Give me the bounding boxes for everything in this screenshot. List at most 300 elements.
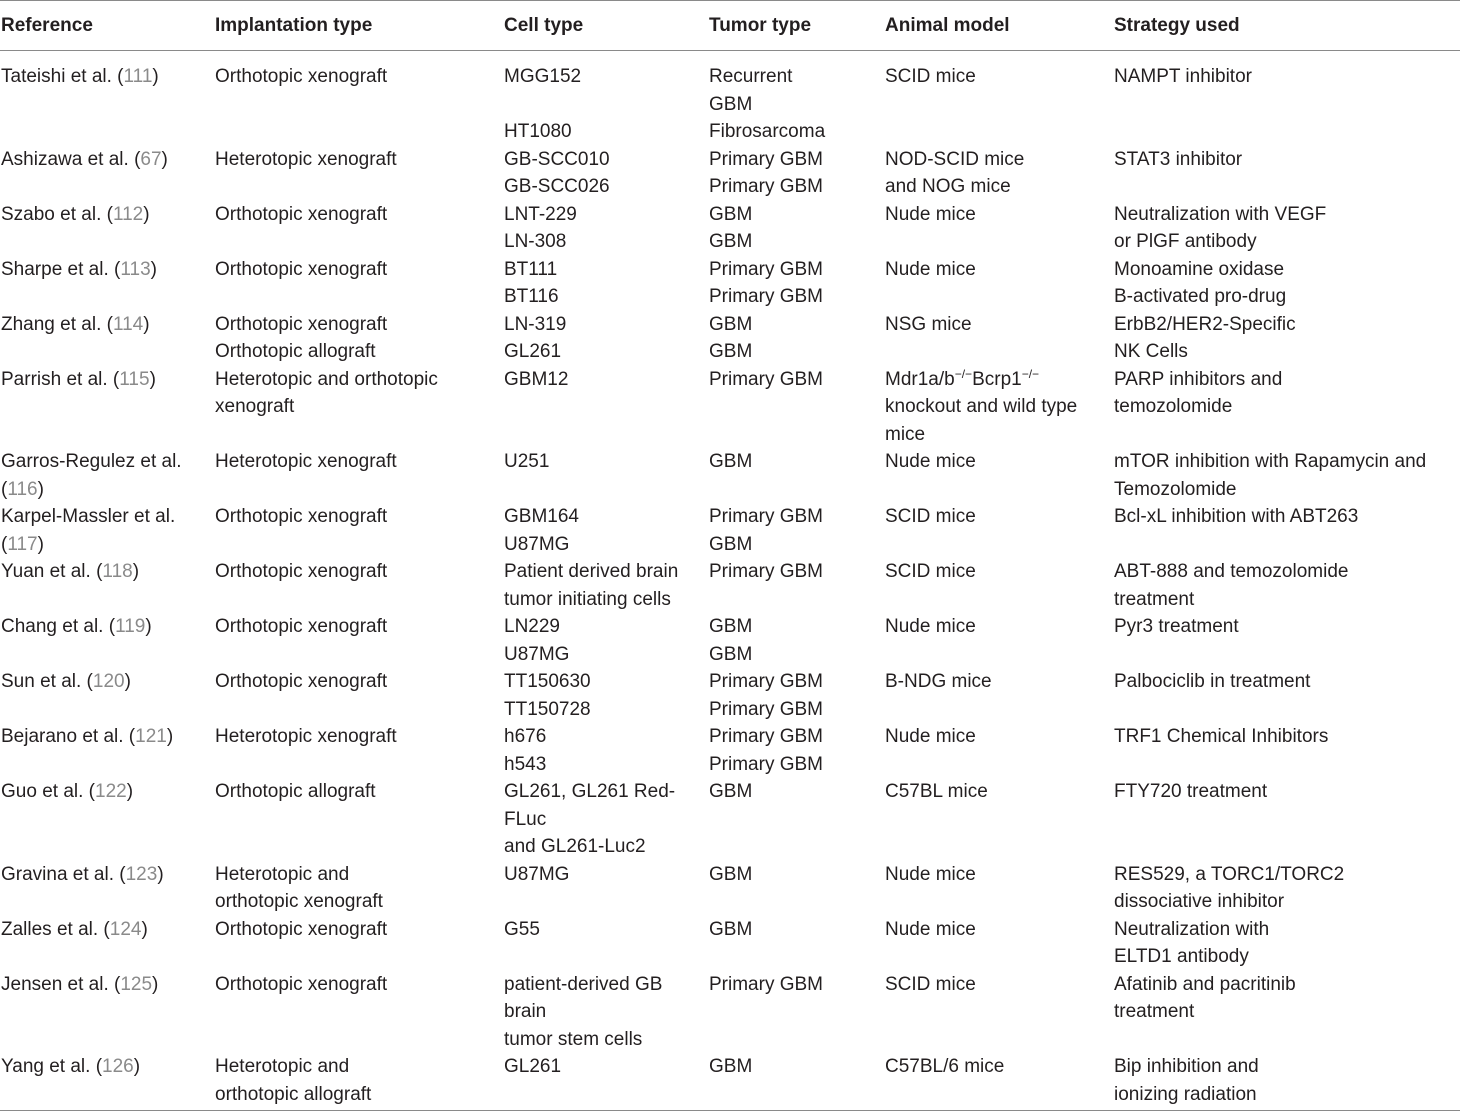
citation-link[interactable]: 126: [102, 1056, 134, 1077]
citation-link[interactable]: 114: [112, 313, 144, 335]
citation-link[interactable]: 123: [125, 863, 158, 885]
cell-animal-model: [884, 311, 1113, 366]
cell-type-line: U87MG: [504, 533, 570, 555]
header-tumor-type: Tumor type: [708, 1, 884, 51]
tumor-type-line: GBM: [709, 1056, 753, 1077]
implantation-line: Heterotopic xenograft: [215, 726, 397, 747]
reference-close: ): [152, 66, 159, 87]
cell-cell-type: [503, 503, 708, 558]
implantation-line: Heterotopic xenograft: [215, 148, 397, 170]
implantation-line: Heterotopic and: [215, 863, 350, 885]
tumor-type-line: GBM: [709, 616, 753, 637]
cell-tumor-type: [708, 971, 884, 1054]
animal-model-line: Nude mice: [885, 203, 976, 225]
animal-model-line: SCID mice: [885, 973, 976, 995]
cell-strategy-used: [1113, 503, 1460, 558]
cell-reference: [0, 51, 214, 146]
cell-strategy-used: [1113, 201, 1460, 256]
header-reference: Reference: [0, 1, 214, 51]
reference-line: [1, 971, 208, 999]
tumor-type-line: GBM: [709, 533, 753, 555]
cell-animal-model: [884, 613, 1113, 668]
strategy-line: Palbociclib in treatment: [1114, 671, 1311, 692]
tumor-type-line: GBM: [709, 918, 753, 940]
citation-link[interactable]: 117: [7, 533, 38, 555]
reference-line: [1, 256, 208, 284]
cell-strategy-used: [1113, 558, 1460, 613]
cell-strategy-used: [1113, 311, 1460, 366]
cell-implantation-type: [214, 1053, 503, 1111]
animal-model-line: NSG mice: [885, 313, 972, 335]
header-cell-type: Cell type: [503, 1, 708, 51]
strategy-line: temozolomide: [1114, 396, 1233, 417]
reference-line: [1, 311, 208, 339]
table-row: [0, 311, 1460, 366]
cell-strategy-used: [1113, 1053, 1460, 1111]
cell-animal-model: [884, 1053, 1113, 1111]
cell-cell-type: [503, 366, 708, 449]
implantation-line: orthotopic xenograft: [215, 891, 383, 912]
cell-type-line: brain: [504, 1001, 547, 1022]
cell-reference: [0, 146, 214, 201]
cell-type-line: FLuc: [504, 808, 547, 830]
tumor-type-line: GBM: [709, 643, 753, 665]
cell-type-line: LN-319: [504, 313, 567, 335]
reference-close: ): [166, 726, 174, 747]
reference-line: [1, 366, 208, 394]
cell-reference: [0, 448, 214, 503]
reference-line: [1, 613, 208, 641]
citation-link[interactable]: 124: [109, 918, 142, 940]
tumor-type-line: Primary GBM: [709, 148, 823, 170]
cell-reference: [0, 668, 214, 723]
implantation-line: Orthotopic xenograft: [215, 918, 388, 940]
cell-tumor-type: [708, 778, 884, 861]
table-row: [0, 778, 1460, 861]
cell-implantation-type: [214, 146, 503, 201]
cell-implantation-type: [214, 668, 503, 723]
cell-type-line: BT116: [504, 286, 559, 307]
cell-animal-model: [884, 861, 1113, 916]
cell-type-line: h543: [504, 753, 547, 775]
implantation-line: xenograft: [215, 396, 295, 417]
citation-link[interactable]: 120: [92, 671, 125, 692]
cell-implantation-type: [214, 723, 503, 778]
cell-type-line: MGG152: [504, 66, 582, 87]
reference-line: [1, 63, 208, 91]
reference-author: Zhang et al. (: [1, 313, 113, 335]
cell-animal-model: [884, 668, 1113, 723]
cell-reference: [0, 916, 214, 971]
cell-type-line: U87MG: [504, 863, 570, 885]
strategy-line: Neutralization with VEGF: [1114, 203, 1327, 225]
reference-close: ): [157, 863, 164, 885]
cell-tumor-type: [708, 51, 884, 146]
reference-author: (: [1, 478, 8, 500]
reference-author: Parrish et al. (: [1, 368, 120, 390]
cell-cell-type: [503, 256, 708, 311]
header-strategy-used: Strategy used: [1113, 1, 1460, 51]
cell-tumor-type: [708, 613, 884, 668]
strategy-line: Bcl-xL inhibition with ABT263: [1114, 506, 1359, 527]
tumor-type-line: Primary GBM: [709, 671, 823, 692]
cell-animal-model: [884, 256, 1113, 311]
strategy-line: mTOR inhibition with Rapamycin and: [1114, 451, 1427, 472]
cell-cell-type: [503, 146, 708, 201]
reference-author: Yuan et al. (: [1, 561, 103, 582]
cell-implantation-type: [214, 503, 503, 558]
implantation-line: Heterotopic and orthotopic: [215, 368, 438, 390]
strategy-line: NK Cells: [1114, 341, 1188, 362]
cell-type-line: tumor initiating cells: [504, 588, 671, 610]
reference-line: [1, 448, 208, 476]
table-row: [0, 201, 1460, 256]
table-row: [0, 146, 1460, 201]
cell-animal-model: [884, 146, 1113, 201]
header-row: [0, 1, 1460, 51]
reference-author: (: [1, 533, 8, 555]
cell-implantation-type: [214, 778, 503, 861]
cell-tumor-type: [708, 1053, 884, 1111]
strategy-line: NAMPT inhibitor: [1114, 66, 1252, 87]
citation-link[interactable]: 112: [112, 203, 144, 225]
cell-tumor-type: [708, 366, 884, 449]
animal-model-line: NOD-SCID mice: [885, 148, 1025, 170]
cell-reference: [0, 201, 214, 256]
table-row: [0, 366, 1460, 449]
cell-tumor-type: [708, 448, 884, 503]
cell-tumor-type: [708, 558, 884, 613]
strategy-line: Afatinib and pacritinib: [1114, 973, 1296, 995]
strategy-line: dissociative inhibitor: [1114, 891, 1285, 912]
reference-line: [1, 916, 208, 944]
header-implantation-type: Implantation type: [214, 1, 503, 51]
tumor-type-line: Primary GBM: [709, 506, 823, 527]
citation-link[interactable]: 116: [7, 478, 38, 500]
cell-implantation-type: [214, 201, 503, 256]
reference-author: Yang et al. (: [1, 1056, 103, 1077]
cell-cell-type: [503, 916, 708, 971]
citation-link[interactable]: 125: [120, 973, 153, 995]
cell-implantation-type: [214, 366, 503, 449]
cell-reference: [0, 503, 214, 558]
strategy-line: Monoamine oxidase: [1114, 258, 1285, 280]
table-row: [0, 916, 1460, 971]
cell-reference: [0, 778, 214, 861]
cell-implantation-type: [214, 311, 503, 366]
citation-link[interactable]: 119: [115, 616, 146, 637]
animal-model-line: [885, 366, 1107, 394]
cell-animal-model: [884, 723, 1113, 778]
strategy-line: STAT3 inhibitor: [1114, 148, 1243, 170]
cell-implantation-type: [214, 51, 503, 146]
cell-cell-type: [503, 971, 708, 1054]
animal-model-line: C57BL mice: [885, 781, 988, 802]
cell-animal-model: [884, 916, 1113, 971]
implantation-line: Orthotopic xenograft: [215, 66, 388, 87]
cell-type-line: LN-308: [504, 231, 567, 252]
reference-line: [1, 476, 208, 504]
animal-model-line: Nude mice: [885, 616, 976, 637]
cell-implantation-type: [214, 558, 503, 613]
implantation-line: Orthotopic xenograft: [215, 313, 388, 335]
animal-model-line: C57BL/6 mice: [885, 1056, 1005, 1077]
cell-strategy-used: [1113, 668, 1460, 723]
cell-cell-type: [503, 558, 708, 613]
cell-type-line: TT150728: [504, 698, 591, 720]
reference-author: Szabo et al. (: [1, 203, 113, 225]
reference-author: Zalles et al. (: [1, 918, 110, 940]
animal-model-line: Nude mice: [885, 451, 976, 472]
table-row: [0, 51, 1460, 146]
cell-type-line: G55: [504, 918, 540, 940]
cell-type-line: GB-SCC026: [504, 176, 610, 197]
cell-cell-type: [503, 613, 708, 668]
strategy-line: treatment: [1114, 588, 1195, 610]
reference-author: Karpel-Massler et al.: [1, 506, 176, 527]
table-row: [0, 861, 1460, 916]
reference-author: Tateishi et al. (: [1, 66, 124, 87]
strategy-line: PARP inhibitors and: [1114, 368, 1283, 390]
cell-type-line: LN229: [504, 616, 560, 637]
citation-link[interactable]: 113: [120, 258, 151, 280]
reference-line: [1, 201, 208, 229]
tumor-type-line: Primary GBM: [709, 726, 823, 747]
table-row: [0, 256, 1460, 311]
tumor-type-line: GBM: [709, 313, 753, 335]
cell-tumor-type: [708, 668, 884, 723]
strategy-line: ABT-888 and temozolomide: [1114, 561, 1349, 582]
citation-link[interactable]: 111: [123, 66, 153, 87]
cell-type-line: U251: [504, 451, 550, 472]
cell-strategy-used: [1113, 778, 1460, 861]
cell-type-line: patient-derived GB: [504, 973, 663, 995]
reference-author: Ashizawa et al. (: [1, 148, 141, 170]
cell-strategy-used: [1113, 366, 1460, 449]
implantation-line: Orthotopic xenograft: [215, 671, 388, 692]
cell-strategy-used: [1113, 51, 1460, 146]
animal-model-line: knockout and wild type: [885, 396, 1078, 417]
reference-close: ): [133, 1056, 141, 1077]
cell-strategy-used: [1113, 146, 1460, 201]
tumor-type-line: GBM: [709, 781, 753, 802]
cell-type-line: Patient derived brain: [504, 561, 679, 582]
cell-type-line: h676: [504, 726, 547, 747]
cell-reference: [0, 861, 214, 916]
strategy-line: Neutralization with: [1114, 918, 1270, 940]
cell-tumor-type: [708, 201, 884, 256]
cell-implantation-type: [214, 256, 503, 311]
cell-type-line: GL261: [504, 1056, 562, 1077]
cell-reference: [0, 723, 214, 778]
tumor-type-line: Primary GBM: [709, 753, 823, 775]
cell-reference: [0, 311, 214, 366]
implantation-line: Orthotopic xenograft: [215, 973, 388, 995]
reference-line: [1, 1053, 208, 1081]
reference-line: [1, 531, 208, 559]
cell-strategy-used: [1113, 256, 1460, 311]
strategy-line: Pyr3 treatment: [1114, 616, 1239, 637]
cell-cell-type: [503, 201, 708, 256]
cell-strategy-used: [1113, 916, 1460, 971]
cell-type-line: GBM12: [504, 368, 569, 390]
reference-author: Bejarano et al. (: [1, 726, 136, 747]
tumor-type-line: Primary GBM: [709, 176, 823, 197]
cell-type-line: TT150630: [504, 671, 591, 692]
strategy-line: ionizing radiation: [1114, 1083, 1257, 1105]
strategy-line: or PlGF antibody: [1114, 231, 1257, 252]
cell-cell-type: [503, 778, 708, 861]
cell-animal-model: [884, 448, 1113, 503]
animal-model-line: Nude mice: [885, 258, 976, 280]
header-animal-model: Animal model: [884, 1, 1113, 51]
cell-reference: [0, 1053, 214, 1111]
strategy-line: B-activated pro-drug: [1114, 286, 1287, 307]
cell-tumor-type: [708, 256, 884, 311]
cell-type-line: GB-SCC010: [504, 148, 610, 170]
cell-tumor-type: [708, 861, 884, 916]
tumor-type-line: GBM: [709, 203, 753, 225]
tumor-type-line: GBM: [709, 451, 753, 472]
cell-animal-model: [884, 201, 1113, 256]
cell-cell-type: [503, 861, 708, 916]
reference-close: ): [149, 368, 156, 390]
cell-animal-model: [884, 503, 1113, 558]
tumor-type-line: Primary GBM: [709, 561, 823, 582]
implantation-line: Heterotopic and: [215, 1056, 350, 1077]
tumor-type-line: GBM: [709, 863, 753, 885]
cell-tumor-type: [708, 503, 884, 558]
citation-link[interactable]: 115: [119, 368, 150, 390]
reference-author: Chang et al. (: [1, 616, 116, 637]
reference-line: [1, 861, 208, 889]
strategy-line: treatment: [1114, 1001, 1195, 1022]
reference-close: ): [143, 313, 150, 335]
cell-type-line: LNT-229: [504, 203, 577, 225]
cell-type-line: tumor stem cells: [504, 1028, 643, 1050]
table-row: [0, 668, 1460, 723]
implantation-line: Heterotopic xenograft: [215, 451, 397, 472]
animal-model-line: and NOG mice: [885, 176, 1011, 197]
citation-link[interactable]: 118: [102, 561, 133, 582]
cell-implantation-type: [214, 861, 503, 916]
strategy-line: RES529, a TORC1/TORC2: [1114, 863, 1345, 885]
cell-tumor-type: [708, 311, 884, 366]
table-row: [0, 971, 1460, 1054]
table-row: [0, 448, 1460, 503]
cell-animal-model: [884, 558, 1113, 613]
reference-author: Jensen et al. (: [1, 973, 121, 995]
reference-close: ): [37, 478, 44, 500]
cell-cell-type: [503, 1053, 708, 1111]
animal-model-line: Nude mice: [885, 726, 976, 747]
cell-reference: [0, 971, 214, 1054]
reference-close: ): [141, 918, 148, 940]
tumor-type-line: Primary GBM: [709, 258, 823, 280]
reference-close: ): [124, 671, 131, 692]
reference-close: ): [161, 148, 168, 170]
genotype-superscript: −/−: [954, 366, 973, 381]
reference-close: ): [145, 616, 152, 637]
reference-close: ): [132, 561, 140, 582]
cell-implantation-type: [214, 613, 503, 668]
animal-model-line: mice: [885, 423, 926, 445]
cell-tumor-type: [708, 723, 884, 778]
reference-close: ): [152, 973, 159, 995]
cell-cell-type: [503, 51, 708, 146]
animal-model-line: B-NDG mice: [885, 671, 992, 692]
strategy-line: Temozolomide: [1114, 478, 1237, 500]
cell-implantation-type: [214, 916, 503, 971]
cell-cell-type: [503, 311, 708, 366]
tumor-type-line: Fibrosarcoma: [709, 121, 826, 142]
cell-strategy-used: [1113, 448, 1460, 503]
animal-model-text: Mdr1a/b: [885, 368, 955, 390]
citation-link[interactable]: 67: [140, 148, 162, 170]
reference-close: ): [126, 781, 134, 802]
table-row: [0, 1053, 1460, 1111]
cell-strategy-used: [1113, 723, 1460, 778]
animal-model-line: SCID mice: [885, 66, 976, 87]
strategy-line: ErbB2/HER2-Specific: [1114, 313, 1296, 335]
implantation-line: Orthotopic xenograft: [215, 203, 388, 225]
tumor-type-line: Primary GBM: [709, 368, 823, 390]
cell-type-line: U87MG: [504, 643, 570, 665]
implantation-line: Orthotopic xenograft: [215, 506, 388, 527]
animal-model-line: SCID mice: [885, 561, 976, 582]
tumor-type-line: Primary GBM: [709, 973, 823, 995]
cell-type-line: BT111: [504, 258, 558, 280]
reference-author: Sun et al. (: [1, 671, 93, 692]
cell-tumor-type: [708, 146, 884, 201]
cell-strategy-used: [1113, 861, 1460, 916]
animal-model-line: Nude mice: [885, 918, 976, 940]
cell-implantation-type: [214, 971, 503, 1054]
cell-reference: [0, 558, 214, 613]
animal-model-line: SCID mice: [885, 506, 976, 527]
tumor-type-line: GBM: [709, 93, 753, 115]
reference-author: Sharpe et al. (: [1, 258, 121, 280]
cell-animal-model: [884, 51, 1113, 146]
reference-close: ): [150, 258, 157, 280]
strategy-line: TRF1 Chemical Inhibitors: [1114, 726, 1329, 747]
animal-model-text: Bcrp1: [972, 368, 1022, 390]
tumor-type-line: Recurrent: [709, 66, 793, 87]
cell-type-line: GBM164: [504, 506, 579, 527]
cell-type-line: and GL261-Luc2: [504, 836, 646, 857]
reference-author: Gravina et al. (: [1, 863, 126, 885]
cell-cell-type: [503, 668, 708, 723]
reference-author: Garros-Regulez et al.: [1, 451, 182, 472]
strategy-line: FTY720 treatment: [1114, 781, 1268, 802]
cell-type-line: GL261, GL261 Red-: [504, 781, 676, 802]
cell-strategy-used: [1113, 613, 1460, 668]
cell-type-line: [504, 91, 702, 119]
cell-strategy-used: [1113, 971, 1460, 1054]
citation-link[interactable]: 121: [135, 726, 167, 747]
cell-implantation-type: [214, 448, 503, 503]
table-body: [0, 51, 1460, 1111]
reference-close: ): [37, 533, 44, 555]
implantation-line: Orthotopic xenograft: [215, 561, 388, 582]
citation-link[interactable]: 122: [95, 781, 127, 802]
tumor-type-line: Primary GBM: [709, 286, 823, 307]
reference-line: [1, 558, 208, 586]
cell-cell-type: [503, 448, 708, 503]
reference-close: ): [143, 203, 150, 225]
cell-reference: [0, 256, 214, 311]
reference-line: [1, 723, 208, 751]
